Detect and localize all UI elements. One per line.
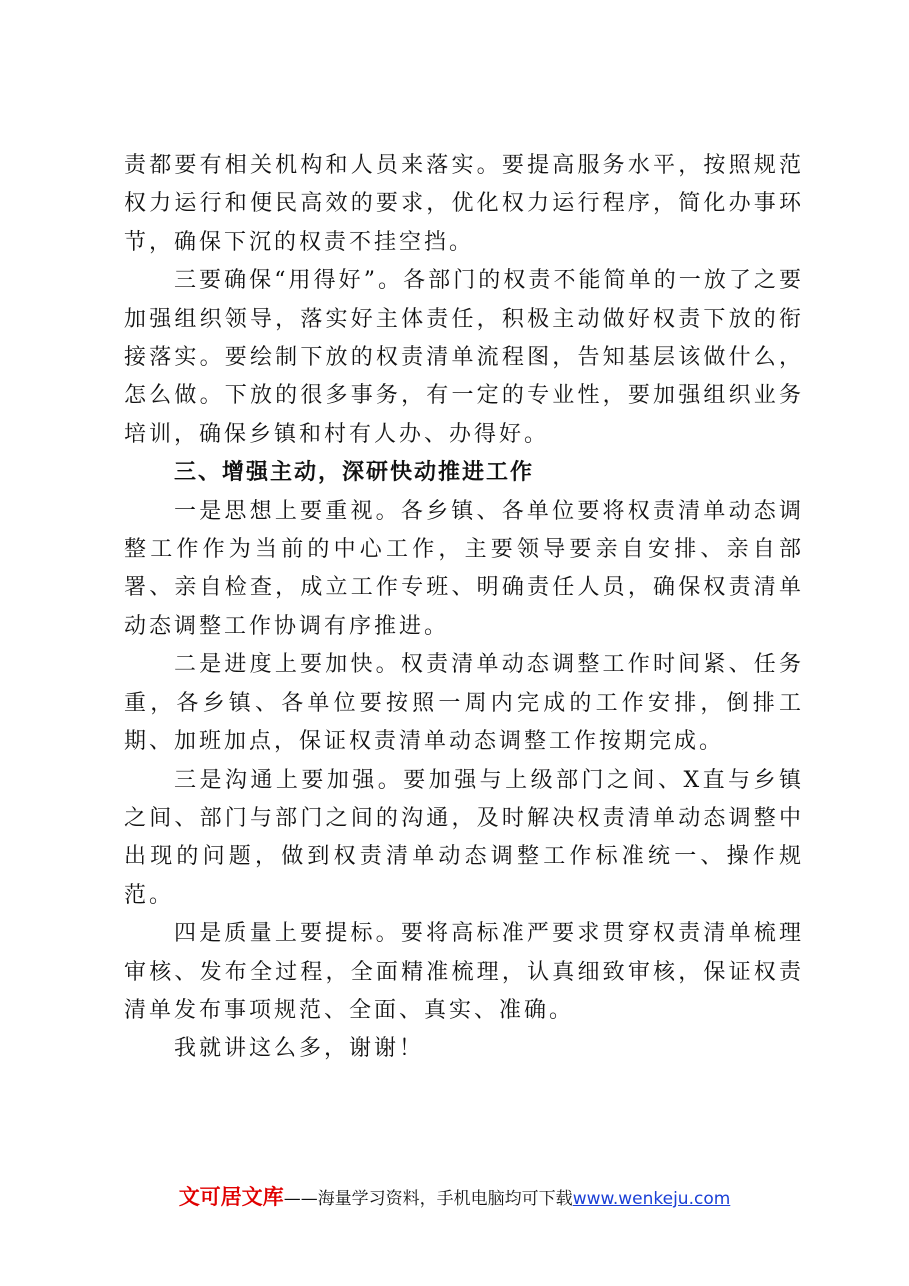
paragraph-point-two: 二是进度上要加快。权责清单动态调整工作时间紧、任务重，各乡镇、各单位要按照一周内完成的工作安排，倒排工期、加班加点，保证权责清单动态调整工作按期完成。 [124,652,804,755]
footer-banner [0,1181,909,1211]
paragraph-point-three: 三是沟通上要加强。要加强与上级部门之间、X直与乡镇之间、部门与部门之间的沟通，及时解决权责清单动态调整中出现的问题，做到权责清单动态调整工作标准统一、操作规范。 [124,767,804,908]
paragraph-point-four: 四是质量上要提标。要将高标准严要求贯穿权责清单梳理审核、发布全过程，全面精准梳理，认真细致审核，保证权责清单发布事项规范、全面、真实、准确。 [124,921,804,1023]
section-heading: 三、增强主动，深研快动推进工作 [174,460,535,486]
paragraph-continuation: 责都要有相关机构和人员来落实。要提高服务水平，按照规范权力运行和便民高效的要求，优化权力运行程序，简化办事环节，确保下沉的权责不挂空挡。 [124,153,804,255]
footer-brand: 文可居文库 [178,1185,284,1209]
paragraph-use-well: 三要确保“用得好”。各部门的权责不能简单的一放了之要加强组织领导，落实好主体责任，积极主动做好权责下放的衔接落实。要绘制下放的权责清单流程图，告知基层该做什么，怎么做。下放的很多事务，有一定的专业性，要加强组织业务培训，确保乡镇和村有人办、办得好。 [124,268,804,447]
document-body [124,147,804,1069]
paragraph-closing: 我就讲这么多，谢谢！ [174,1036,425,1062]
footer-website-link[interactable]: www.wenkeju.com [572,1189,731,1209]
footer-slogan: ——海量学习资料，手机电脑均可下载 [283,1189,573,1209]
paragraph-point-one: 一是思想上要重视。各乡镇、各单位要将权责清单动态调整工作作为当前的中心工作，主要领导要亲自安排、亲自部署、亲自检查，成立工作专班、明确责任人员，确保权责清单动态调整工作协调有序推进。 [124,498,804,639]
